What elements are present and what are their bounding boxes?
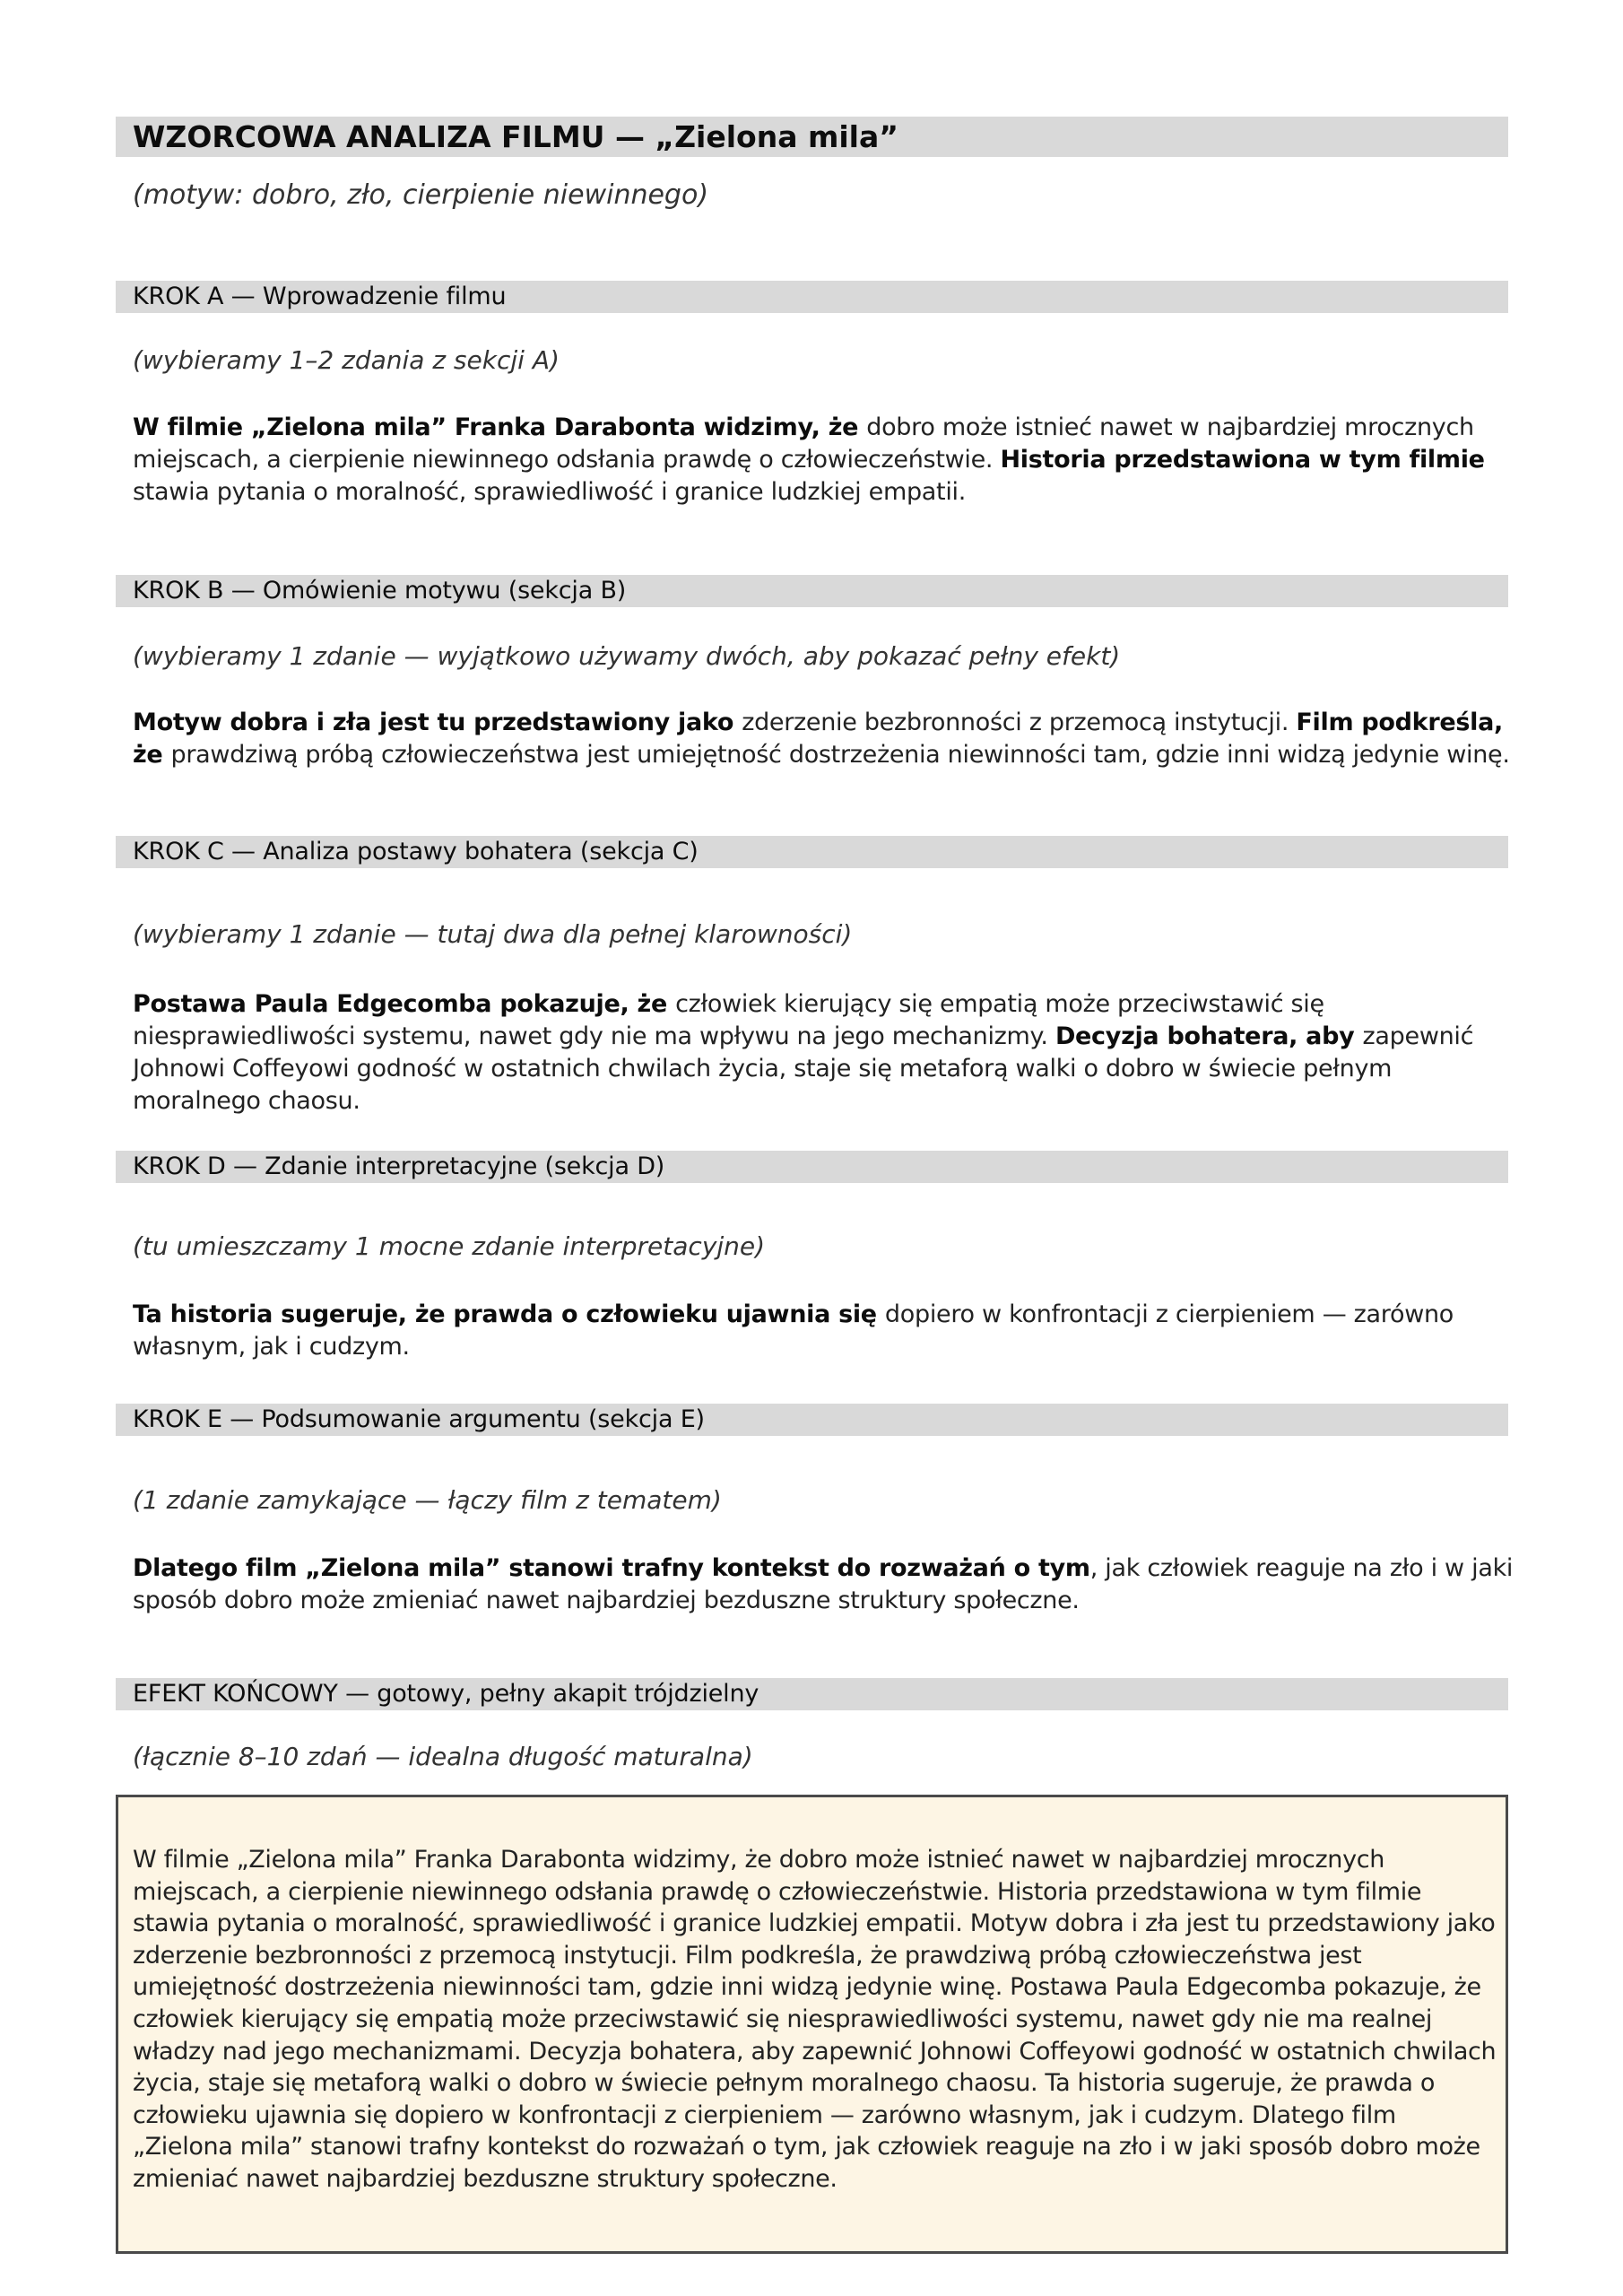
step-e-paragraph: [133, 1552, 1514, 1617]
text-phrase: , jak człowiek reaguje na zło i w jaki sposób dobro może zmieniać nawet najbardziej bezduszne struktury społeczne.: [133, 1554, 1514, 1614]
step-c-paragraph: [133, 988, 1514, 1118]
step-d-hint: (tu umieszczamy 1 mocne zdanie interpretacyjne): [133, 1231, 766, 1261]
step-b-hint: (wybieramy 1 zdanie — wyjątkowo używamy dwóch, aby pokazać pełny efekt): [133, 641, 1121, 671]
bold-phrase: Historia przedstawiona w tym filmie: [1000, 446, 1485, 474]
step-e-hint: (1 zdanie zamykające — łączy film z tematem): [133, 1485, 722, 1515]
text-phrase: prawdziwą próbą człowieczeństwa jest umiejętność dostrzeżenia niewinności tam, gdzie inni widzą jedynie winę.: [170, 741, 1510, 769]
final-paragraph: W filmie „Zielona mila” Franka Darabonta widzimy, że dobro może istnieć nawet w najbardziej mrocznych miejscach, a cierpienie niewinnego odsłania prawdę o człowieczeństwie. Historia przedstawiona w tym filmie stawia pytania o moralność, sprawiedliwość i granice ludzkiej empatii. Motyw dobra i zła jest tu przedstawiony jako zderzenie bezbronności z przemocą instytucji. Film podkreśla, że prawdziwą próbą człowieczeństwa jest umiejętność dostrzeżenia niewinności tam, gdzie inni widzą jedynie winę. Postawa Paula Edgecomba pokazuje, że człowiek kierujący się empatią może przeciwstawić się niesprawiedliwości systemu, nawet gdy nie ma realnej władzy nad jego mechanizmami. Decyzja bohatera, aby zapewnić Johnowi Coffeyowi godność w ostatnich chwilach życia, staje się metaforą walki o dobro w świecie pełnym moralnego chaosu. Ta historia sugeruje, że prawda o człowieku ujawnia się dopiero w konfrontacji z cierpieniem — zarówno własnym, jak i cudzym. Dlatego film „Zielona mila” stanowi trafny kontekst do rozważań o tym, jak człowiek reaguje na zło i w jaki sposób dobro może zmieniać nawet najbardziej bezduszne struktury społeczne.: [133, 1846, 1497, 2193]
step-d-paragraph: [133, 1299, 1514, 1363]
document-title: WZORCOWA ANALIZA FILMU — „Zielona mila”: [116, 117, 1508, 157]
step-b-paragraph: [133, 707, 1514, 771]
final-hint: (łącznie 8–10 zdań — idealna długość maturalna): [133, 1742, 753, 1771]
text-phrase: zapewnić Johnowi Coffeyowi godność w ostatnich chwilach życia, staje się metaforą walki o dobro w świecie pełnym moralnego chaosu.: [133, 1022, 1474, 1115]
document-subtitle: (motyw: dobro, zło, cierpienie niewinnego): [133, 179, 709, 211]
step-a-hint: (wybieramy 1–2 zdania z sekcji A): [133, 345, 560, 375]
step-e-heading: KROK E — Podsumowanie argumentu (sekcja E): [116, 1404, 1508, 1436]
step-d-heading: KROK D — Zdanie interpretacyjne (sekcja D): [116, 1151, 1508, 1183]
bold-phrase: Dlatego film „Zielona mila” stanowi trafny kontekst do rozważań o tym: [133, 1554, 1090, 1582]
text-phrase: zderzenie bezbronności z przemocą instytucji.: [742, 709, 1297, 736]
bold-phrase: Film podkreśla, że: [133, 709, 1503, 769]
text-phrase: człowiek kierujący się empatią może przeciwstawić się niesprawiedliwości systemu, nawet gdy nie ma wpływu na jego mechanizmy.: [133, 990, 1324, 1050]
bold-phrase: W filmie „Zielona mila” Franka Darabonta widzimy, że: [133, 413, 867, 441]
text-phrase: dopiero w konfrontacji z cierpieniem — zarówno własnym, jak i cudzym.: [133, 1300, 1454, 1361]
step-c-heading: KROK C — Analiza postawy bohatera (sekcja C): [116, 836, 1508, 868]
step-a-heading: KROK A — Wprowadzenie filmu: [116, 281, 1508, 313]
text-phrase: stawia pytania o moralność, sprawiedliwość i granice ludzkiej empatii.: [133, 478, 967, 506]
text-phrase: dobro może istnieć nawet w najbardziej mrocznych miejscach, a cierpienie niewinnego odsłania prawdę o człowieczeństwie.: [133, 413, 1474, 474]
bold-phrase: Motyw dobra i zła jest tu przedstawiony jako: [133, 709, 742, 736]
step-c-hint: (wybieramy 1 zdanie — tutaj dwa dla pełnej klarowności): [133, 919, 853, 949]
bold-phrase: Postawa Paula Edgecomba pokazuje, że: [133, 990, 676, 1018]
bold-phrase: Ta historia sugeruje, że prawda o człowieku ujawnia się: [133, 1300, 885, 1328]
bold-phrase: Decyzja bohatera, aby: [1055, 1022, 1363, 1050]
step-a-paragraph: [133, 412, 1514, 509]
final-heading: EFEKT KOŃCOWY — gotowy, pełny akapit trójdzielny: [116, 1678, 1508, 1710]
step-b-heading: KROK B — Omówienie motywu (sekcja B): [116, 575, 1508, 607]
final-paragraph-box: [116, 1795, 1508, 2254]
